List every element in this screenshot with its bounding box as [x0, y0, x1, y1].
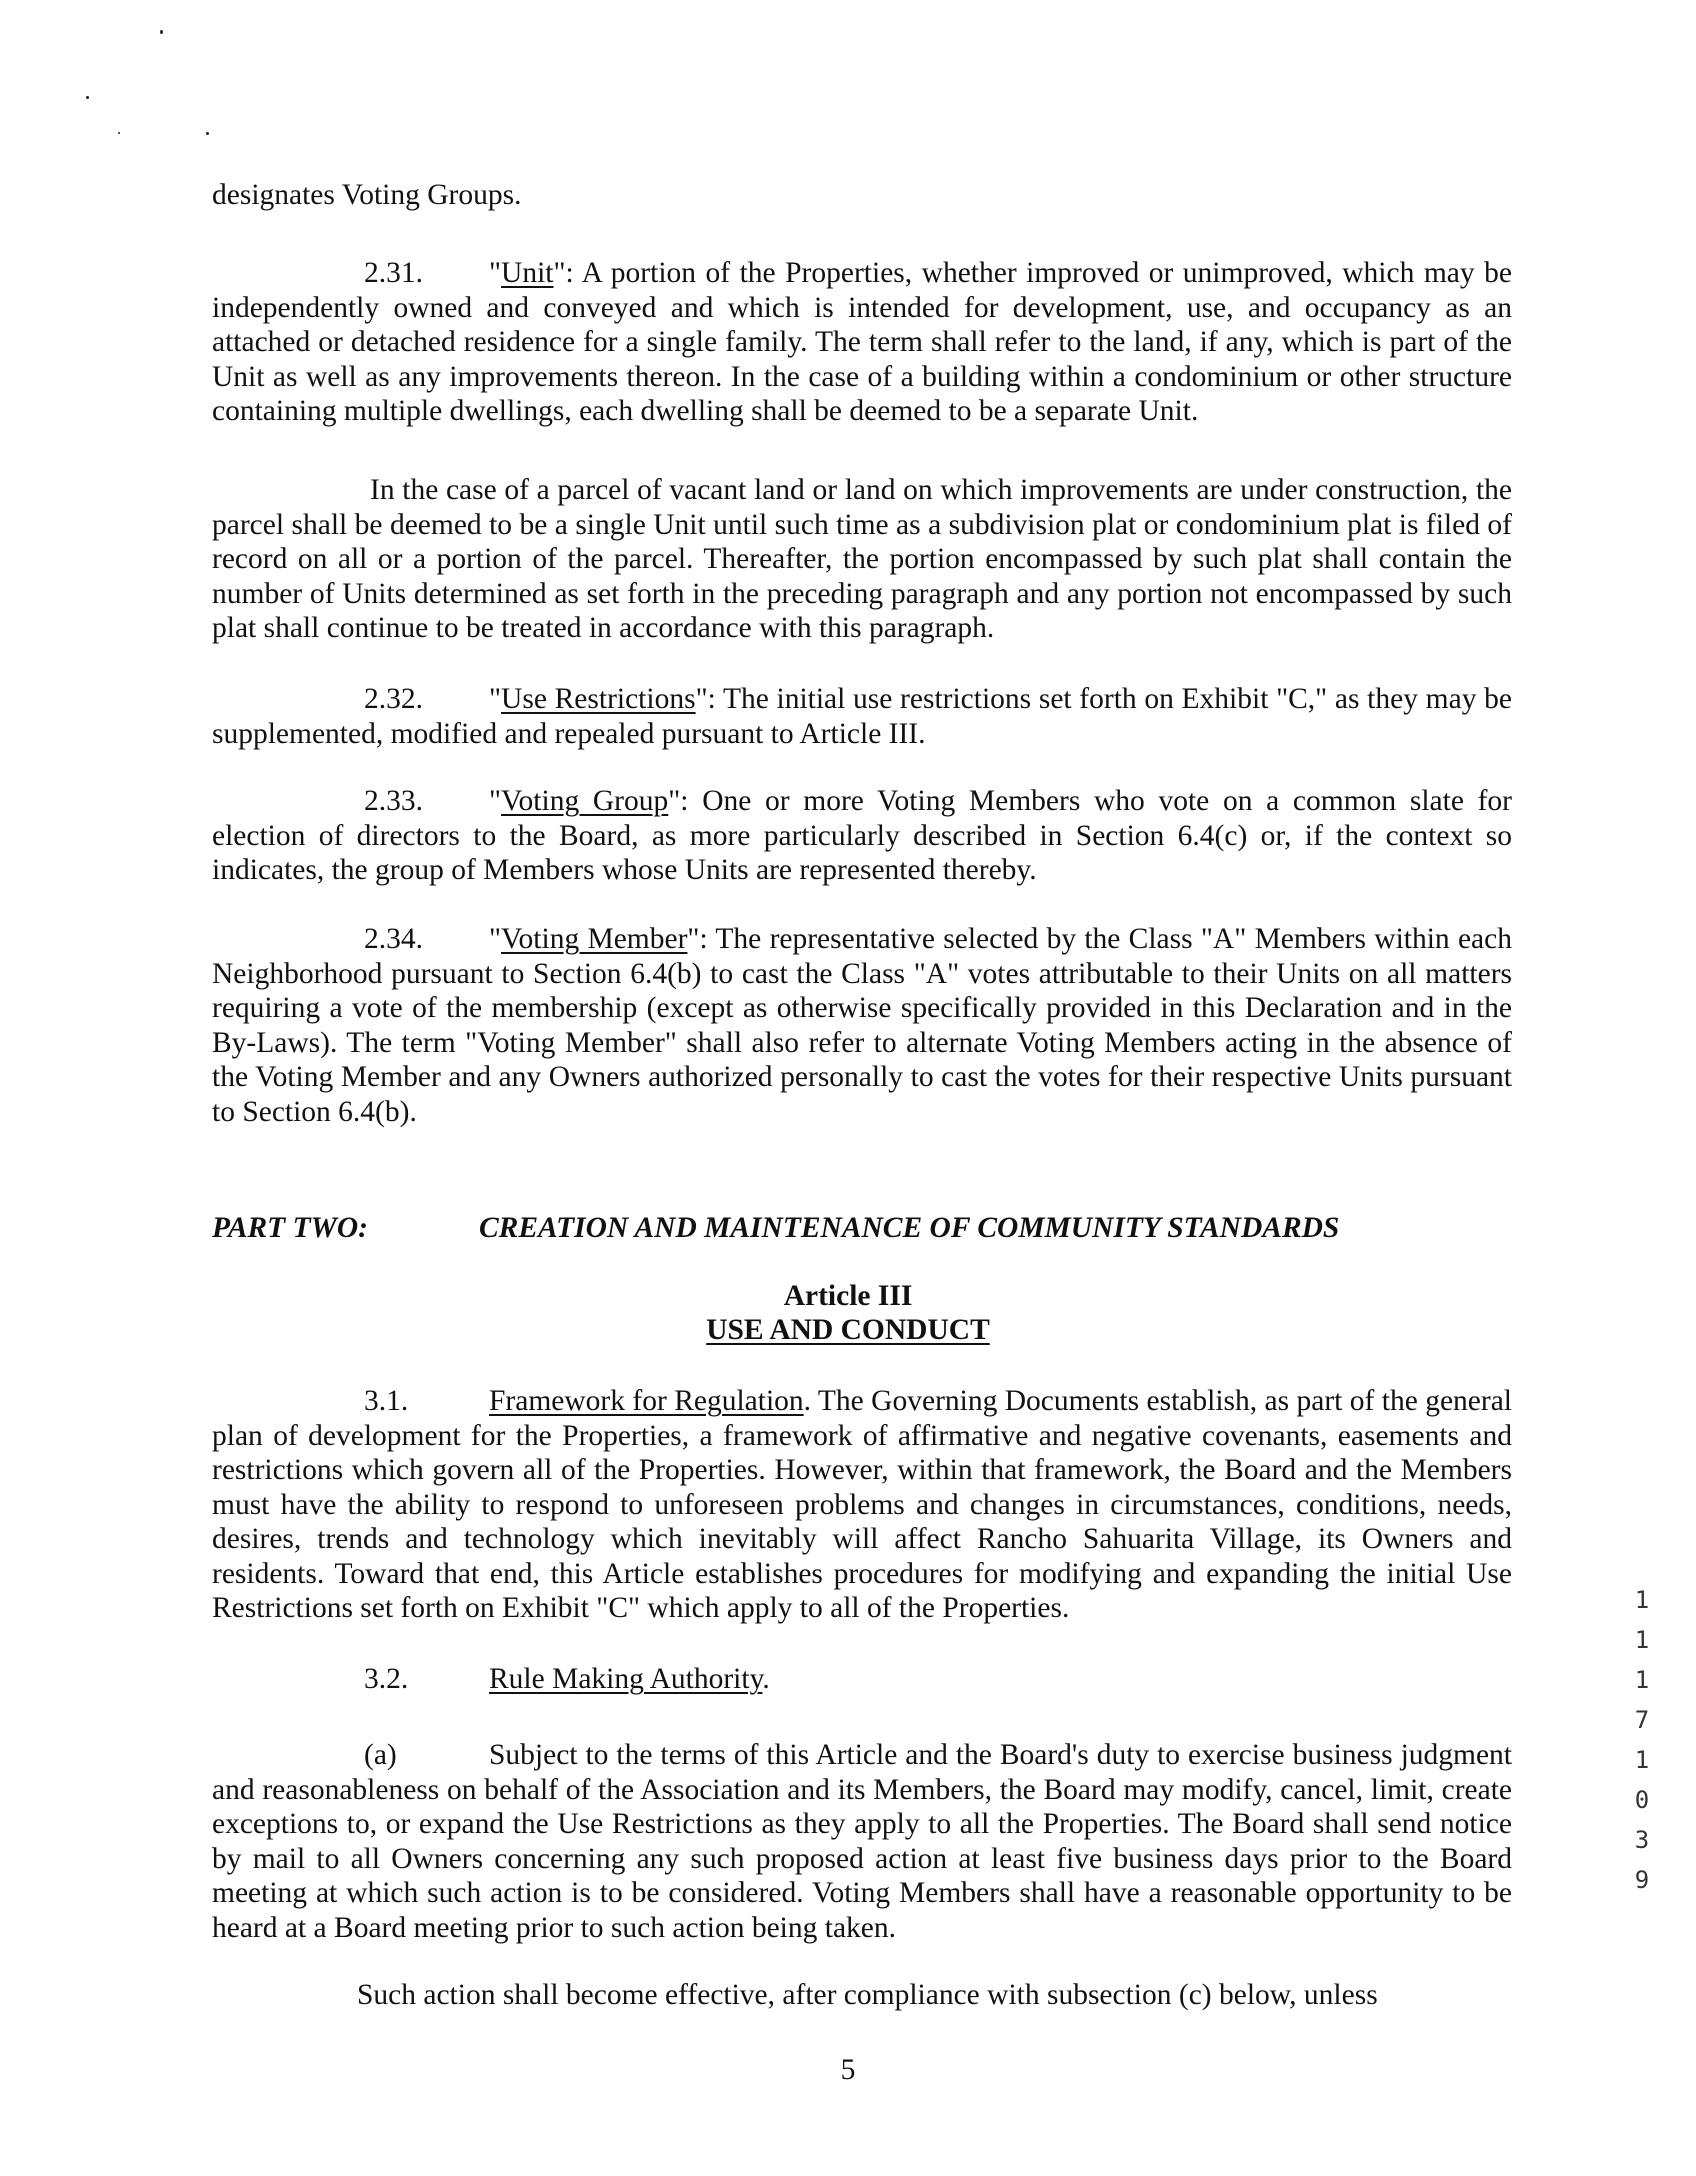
- article-heading: Article III: [783, 1280, 913, 1312]
- section-2-33: 2.33. "Voting Group": One or more Voting Members who vote on a common slate for election of directors to the Board, as more particularly described in Section 6.4(c) or, if the context so indicates, the group of Members whose Units are represented thereby.: [212, 785, 1512, 886]
- subsection-label: (a): [364, 1739, 397, 1771]
- section-number: 2.31.: [364, 257, 423, 289]
- stamp-digit: 0: [1634, 1786, 1650, 1814]
- article-title: [0, 1314, 1696, 1347]
- section-2-34: 2.34. "Voting Member": The representative selected by the Class "A" Members within each Neighborhood pursuant to Section 6.4(b) to cast the Class "A" votes attributable to their Units on all matters requiring a vote of the membership (except as otherwise specifically provided in this Declaration and in the By-Laws). The term "Voting Member" shall also refer to alternate Voting Members acting in the absence of the Voting Member and any Owners authorized personally to cast the votes for their respective Units pursuant to Section 6.4(b).: [212, 923, 1512, 1128]
- section-body: ": One or more Voting Members who vote on a common slate for election of directors to the Board, as more particularly described in Section 6.4(c) or, if the context so indicates, the group of Members whose Units are represented thereby.: [212, 785, 1512, 886]
- section-body: ": The initial use restrictions set forth on Exhibit "C," as they may be supplemented, modified and repealed pursuant to Article III.: [212, 683, 1512, 750]
- section-number: 2.33.: [364, 785, 423, 817]
- section-number: 2.34.: [364, 923, 423, 955]
- page-number: 5: [840, 2054, 856, 2086]
- section-2-31: 2.31. "Unit": A portion of the Properties, whether improved or unimproved, which may be independently owned and conveyed and which is intended for development, use, and occupancy as an attached or detached residence for a single family. The term shall refer to the land, if any, which is part of the Unit as well as any improvements thereon. In the case of a building within a condominium or other structure containing multiple dwellings, each dwelling shall be deemed to be a separate Unit.: [212, 257, 1512, 427]
- section-body: : A portion of the Properties, whether improved or unimproved, which may be independently owned and conveyed and which is intended for development, use, and occupancy as an attached or detached residence for a single family. The term shall refer to the land, if any, which is part of the Unit as well as any improvements thereon. In the case of a building within a condominium or other structure containing multiple dwellings, each dwelling shall be deemed to be a separate Unit.: [212, 257, 1512, 427]
- section-body: ": The representative selected by the Class "A" Members within each Neighborhood pursuant to Section 6.4(b) to cast the Class "A" votes attributable to their Units on all matters requiring a vote of the membership (except as otherwise specifically provided in this Declaration and in the By-Laws). The term "Voting Member" shall also refer to alternate Voting Members acting in the absence of the Voting Member and any Owners authorized personally to cast the votes for their respective Units pursuant to Section 6.4(b).: [212, 923, 1512, 1128]
- article-title-text: USE AND CONDUCT: [706, 1314, 990, 1346]
- stamp-digit: 1: [1634, 1746, 1650, 1774]
- margin-stamp: [1622, 1580, 1662, 1900]
- scan-speck: [118, 132, 120, 134]
- intro-line: designates Voting Groups.: [212, 179, 522, 211]
- part-label: PART TWO:: [212, 1212, 368, 1244]
- defined-term: Voting Group: [501, 785, 669, 817]
- section-3-1: [212, 1384, 1512, 1626]
- section-body: . The Governing Documents establish, as part of the general plan of development for the Properties, a framework of affirmative and negative covenants, easements and restrictions which govern all of the Properties. However, within that framework, the Board and the Members must have the ability to respond to unforeseen problems and changes in circumstances, conditions, needs, desires, trends and technology which inevitably will affect Rancho Sahuarita Village, its Owners and residents. Toward that end, this Article establishes procedures for modifying and expanding the initial Use Restrictions set forth on Exhibit "C" which apply to all of the Properties.: [212, 1385, 1512, 1624]
- stamp-digit: 1: [1634, 1626, 1650, 1654]
- final-line: [212, 1978, 1512, 2013]
- stamp-digit: 7: [1634, 1706, 1650, 1734]
- stamp-digit: 9: [1634, 1866, 1650, 1894]
- section-2-32: 2.32. "Use Restrictions": The initial use restrictions set forth on Exhibit "C," as they may be supplemented, modified and repealed pursuant to Article III.: [212, 683, 1512, 750]
- stamp-digit: 3: [1634, 1826, 1650, 1854]
- section-3-2-a: [212, 1738, 1512, 1945]
- stamp-digit: 1: [1634, 1666, 1650, 1694]
- section-heading: Framework for Regulation: [489, 1385, 804, 1417]
- scan-speck: [206, 132, 209, 135]
- part-heading: [212, 1212, 1512, 1245]
- defined-term: Use Restrictions: [501, 683, 696, 715]
- part-title: CREATION AND MAINTENANCE OF COMMUNITY STANDARDS: [479, 1212, 1340, 1244]
- stamp-digit: 1: [1634, 1586, 1650, 1614]
- section-2-31-paragraph-2: In the case of a parcel of vacant land or land on which improvements are under construction, the parcel shall be deemed to be a single Unit until such time as a subdivision plat or condominium plat is filed of record on all or a portion of the parcel. Thereafter, the portion encompassed by such plat shall contain the number of Units determined as set forth in the preceding paragraph and any portion not encompassed by such plat shall continue to be treated in accordance with this paragraph.: [212, 474, 1512, 644]
- final-line-text: Such action shall become effective, after compliance with subsection (c) below, unless: [357, 1979, 1378, 2011]
- defined-term: Unit: [501, 257, 554, 289]
- section-heading: Rule Making Authority: [489, 1663, 763, 1695]
- defined-term: Voting Member: [501, 923, 688, 955]
- section-number: 3.2.: [364, 1663, 409, 1695]
- heading-suffix: .: [762, 1663, 770, 1695]
- scan-speck: [86, 96, 89, 99]
- section-number: 2.32.: [364, 683, 423, 715]
- section-body: Subject to the terms of this Article and the Board's duty to exercise business judgment and reasonableness on behalf of the Association and its Members, the Board may modify, cancel, limit, create exceptions to, or expand the Use Restrictions as they apply to all the Properties. The Board shall send notice by mail to all Owners concerning any such proposed action at least five business days prior to the Board meeting at which such action is to be considered. Voting Members shall have a reasonable opportunity to be heard at a Board meeting prior to such action being taken.: [212, 1739, 1512, 1944]
- section-3-2: [212, 1662, 1512, 1697]
- section-number: 3.1.: [364, 1385, 409, 1417]
- scan-speck: [160, 30, 163, 34]
